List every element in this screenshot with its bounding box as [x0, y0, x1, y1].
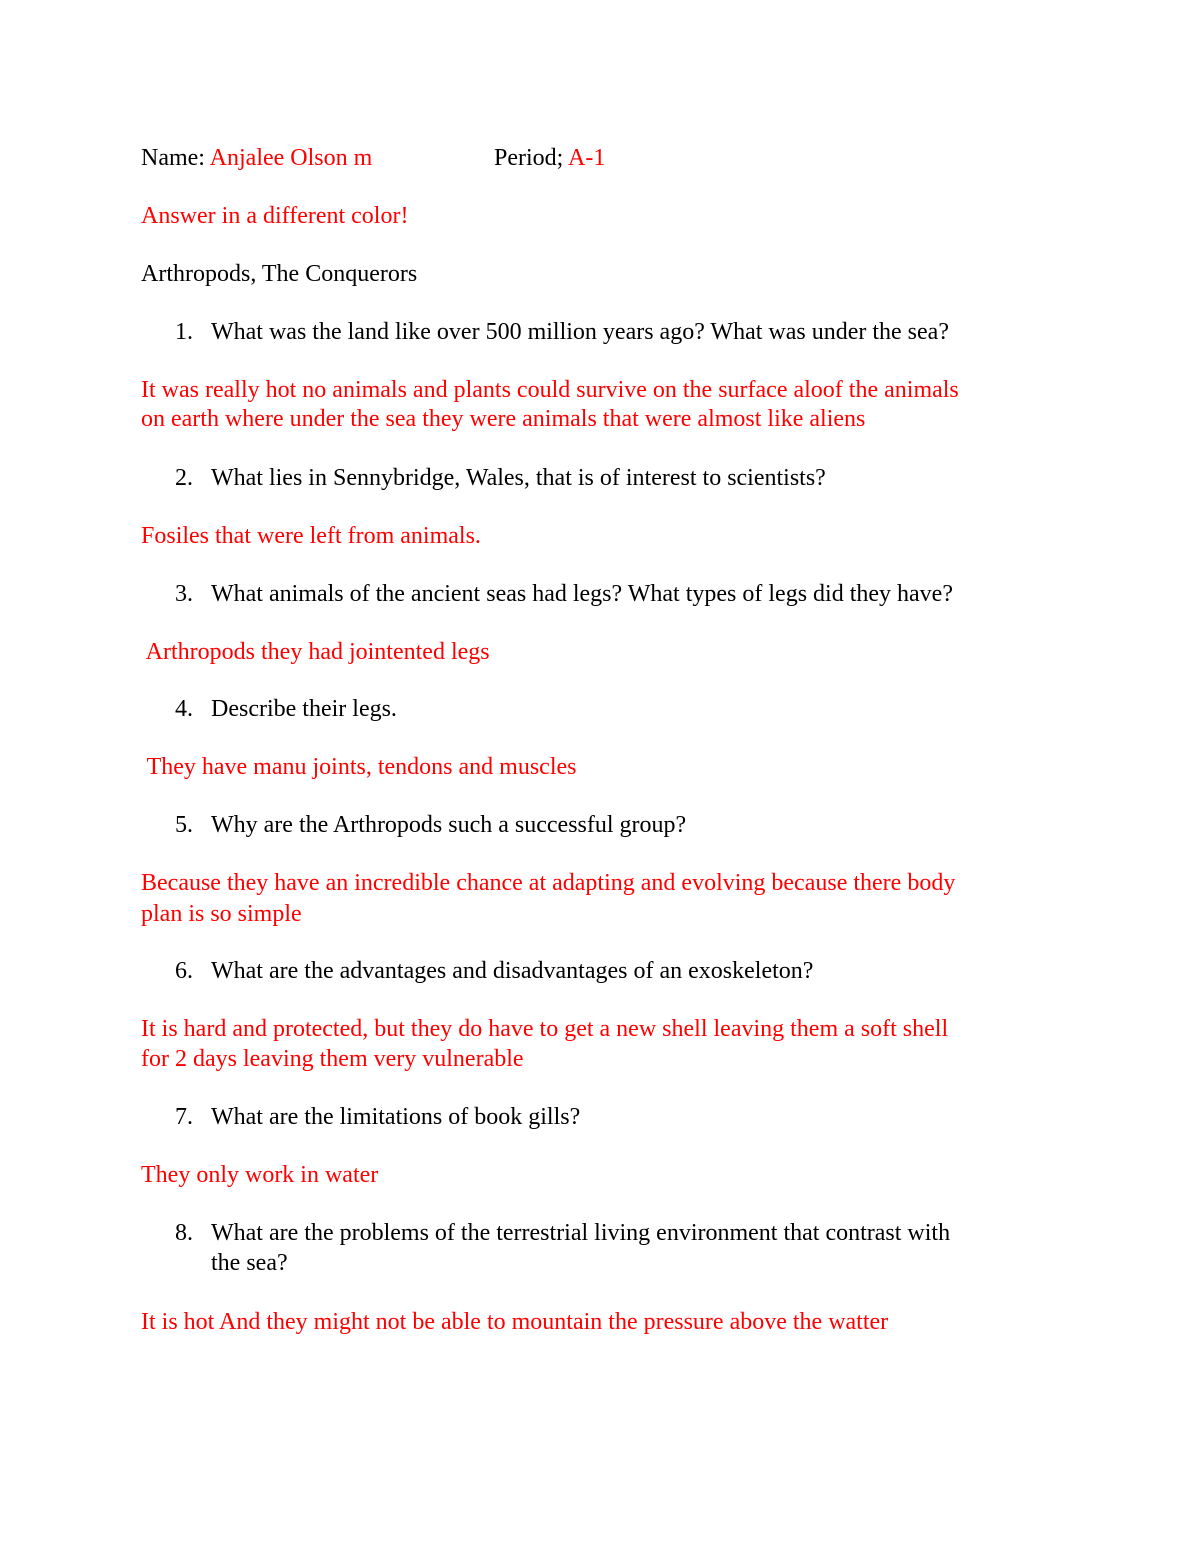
answer-text: Fosiles that were left from animals. — [141, 523, 481, 549]
instruction-text: Answer in a different color! — [141, 203, 409, 229]
question-text: What was the land like over 500 million years ago? What was under the sea? — [211, 319, 949, 345]
answer-text: It is hot And they might not be able to mountain the pressure above the watter — [141, 1309, 889, 1335]
answer-text: on earth where under the sea they were animals that were almost like aliens — [141, 406, 866, 432]
question-text: the sea? — [211, 1250, 288, 1276]
answer-text: It was really hot no animals and plants could survive on the surface aloof the animals — [141, 377, 959, 403]
question-text: What are the limitations of book gills? — [211, 1104, 581, 1130]
answer-text: Because they have an incredible chance at adapting and evolving because there body — [141, 870, 956, 896]
question-text: What lies in Sennybridge, Wales, that is of interest to scientists? — [211, 465, 826, 491]
question-text: Describe their legs. — [211, 696, 397, 722]
question-text: Why are the Arthropods such a successful group? — [211, 812, 687, 838]
question-number: 1. — [175, 319, 193, 345]
name-value: Anjalee Olson m — [209, 145, 373, 171]
question-number: 6. — [175, 958, 193, 984]
answer-text: They only work in water — [141, 1162, 379, 1188]
answer-text: plan is so simple — [141, 901, 302, 927]
answer-text: Arthropods they had jointented legs — [141, 639, 490, 665]
question-number: 7. — [175, 1104, 193, 1130]
question-text: What animals of the ancient seas had legs? What types of legs did they have? — [211, 581, 953, 607]
period-line — [494, 143, 605, 173]
question-number: 8. — [175, 1220, 193, 1246]
document-title: Arthropods, The Conquerors — [141, 261, 418, 287]
period-value: A-1 — [568, 145, 606, 171]
answer-text: It is hard and protected, but they do have to get a new shell leaving them a soft shell — [141, 1016, 949, 1042]
answer-text: for 2 days leaving them very vulnerable — [141, 1046, 524, 1072]
question-number: 2. — [175, 465, 193, 491]
question-number: 5. — [175, 812, 193, 838]
question-text: What are the problems of the terrestrial living environment that contrast with — [211, 1220, 951, 1246]
answer-text: They have manu joints, tendons and muscles — [141, 754, 577, 780]
period-label: Period; — [494, 145, 564, 171]
question-number: 4. — [175, 696, 193, 722]
question-text: What are the advantages and disadvantages of an exoskeleton? — [211, 958, 814, 984]
question-number: 3. — [175, 581, 193, 607]
header-line — [141, 143, 372, 173]
name-label: Name: — [141, 145, 205, 171]
